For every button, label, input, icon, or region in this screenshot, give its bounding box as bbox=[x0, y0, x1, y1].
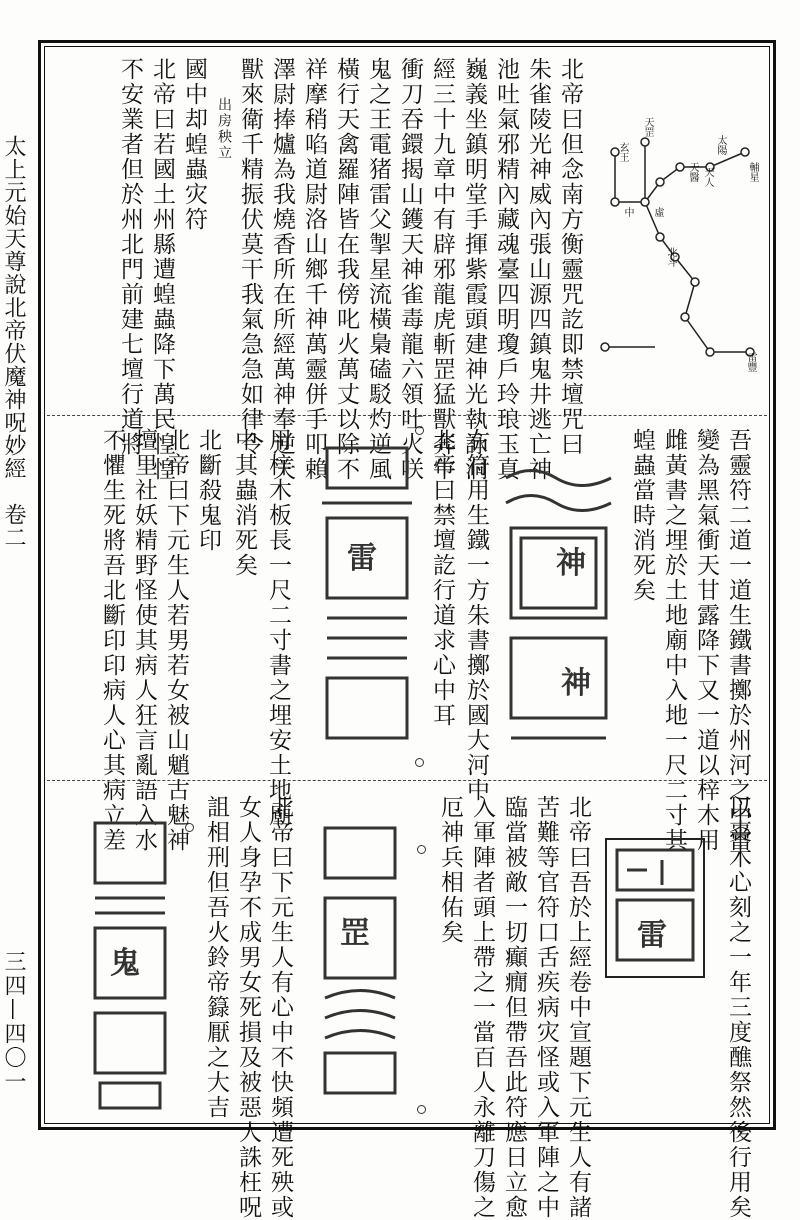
text-column: 女人身孕不成男女死損及被惡人誅枉呪 bbox=[235, 795, 261, 1220]
text-column: 巍義坐鎮明堂手揮紫霞頭建神光執詠洞 bbox=[461, 57, 487, 482]
diagram-label: 天醫 bbox=[687, 162, 698, 182]
circle-mark bbox=[415, 758, 424, 767]
section-3 bbox=[45, 783, 769, 1220]
text-column: 以棗木心刻之一年三度醮祭然後行用矣 bbox=[725, 795, 751, 1220]
text-column: 苦難等官符口舌疾病灾怪或入軍陣之中 bbox=[533, 795, 559, 1220]
text-column: 北帝曰但念南方衡靈咒訖即禁壇咒曰 bbox=[557, 57, 583, 457]
margin-page-number: 三四—四〇一 bbox=[1, 950, 26, 1094]
diagram-label: 中 bbox=[622, 207, 633, 217]
text-column: 鬼之王電猪雷父掣星流橫梟磕駁灼逆風 bbox=[365, 57, 391, 482]
text-column: 詛相刑但吾火鈴帝籙厭之大吉 bbox=[203, 795, 229, 1120]
section-divider bbox=[47, 415, 767, 416]
diagram-label: 天人 bbox=[702, 167, 713, 187]
text-column: 橫行天禽羅陣皆在我傍叱火萬丈以除不 bbox=[333, 57, 359, 482]
talisman-strokes bbox=[607, 840, 703, 976]
circle-mark bbox=[417, 1105, 426, 1114]
text-column: 經三十九章中有辟邪龍虎斬罡猛獸奔牛 bbox=[429, 57, 455, 482]
text-column: 雌黃書之埋於土地廟中入地一尺二寸其 bbox=[661, 428, 687, 853]
text-column: 北帝曰若國土州縣遭蝗蟲降下萬民惶惶 bbox=[149, 57, 175, 482]
text-column: 北帝曰禁壇訖行道求心中耳 bbox=[429, 428, 455, 728]
heading: 國中却蝗蟲灾符 bbox=[181, 57, 207, 232]
text-column: 北帝曰吾於上經卷中宣題下元生人有諸 bbox=[565, 795, 591, 1220]
circle-mark bbox=[417, 845, 426, 854]
talisman-strokes bbox=[317, 438, 417, 758]
section-2 bbox=[45, 418, 769, 853]
text-column: 臨當被敵一切癲癇但帶吾此符應日立愈 bbox=[501, 795, 527, 1220]
text-column: 用梓木板長一尺二寸書之埋安土地廟 bbox=[265, 428, 291, 828]
text-column: 祥摩稍啗道尉洛山鄉千神萬靈併手叩賴 bbox=[301, 57, 327, 482]
text-column: 池吐氣邪精內藏魂臺四明瓊戶玲琅玉真 bbox=[493, 57, 519, 482]
talisman-image bbox=[85, 813, 175, 1113]
talisman-image bbox=[317, 438, 417, 758]
text-column: 澤尉捧爐為我燒香所在所經萬神奉逆天 bbox=[269, 57, 295, 482]
text-column: 右符用生鐵一方朱書擲於國大河中 bbox=[463, 428, 489, 803]
text-column: 北帝曰下元生人有心中不快頻遭死殃或 bbox=[267, 795, 293, 1220]
heading: 北斷殺鬼印 bbox=[195, 428, 221, 553]
text-column: 不安業者但於州北門前建七壇行道將 bbox=[117, 57, 143, 457]
text-column: 中其蟲消死矣 bbox=[231, 428, 257, 578]
text-column: 北帝曰下元生人若男若女被山魈古魅神 bbox=[163, 428, 189, 853]
circle-mark bbox=[185, 823, 194, 832]
talisman-strokes bbox=[315, 818, 405, 1098]
diagram-label: 虛 bbox=[652, 207, 663, 217]
diagram-label: 天罡 bbox=[642, 117, 653, 137]
text-column: 變為黑氣衝天甘露降下又一道以梓木用 bbox=[693, 428, 719, 853]
text-column: 獸來衛千精振伏莫干我氣急急如律令 bbox=[237, 57, 263, 457]
text-column: 壇里社妖精野怪使其病人狂言亂語入水 bbox=[131, 428, 157, 853]
talisman-glyph: 雷 bbox=[347, 541, 377, 576]
text-column: 衝刀吞鐶揭山鑊天神雀毒龍六領吐火咲 bbox=[397, 57, 423, 482]
diagram-label: 雷豐 bbox=[745, 352, 756, 372]
circle-mark bbox=[415, 426, 424, 435]
text-column: 吾靈符二道一道生鐵書擲於州河之中當 bbox=[725, 428, 751, 853]
diagram-label: 太陽 bbox=[715, 135, 726, 155]
text-column-note: 出房秧立 bbox=[216, 97, 232, 161]
page-frame bbox=[38, 40, 776, 1220]
talisman-glyph: 雷 bbox=[637, 918, 667, 953]
diagram-label: 北斗 bbox=[665, 247, 676, 267]
text-column: 朱雀陵光神威內張山源四鎮鬼井逃亡神 bbox=[525, 57, 551, 482]
talisman-image bbox=[605, 838, 705, 978]
talisman-image bbox=[315, 818, 405, 1098]
talisman-glyph: 神 bbox=[561, 666, 591, 701]
margin-title: 太上元始天尊說北帝伏魔神呪妙經 卷二 bbox=[1, 135, 26, 549]
talisman-glyph: 鬼 bbox=[110, 946, 140, 981]
section-1 bbox=[45, 47, 769, 482]
text-column: 厄神兵相佑矣 bbox=[437, 795, 463, 945]
text-column: 蝗蟲當時消死矣 bbox=[629, 428, 655, 603]
talisman-strokes bbox=[501, 458, 616, 758]
talisman-glyph: 神 bbox=[556, 546, 586, 581]
section-divider bbox=[47, 780, 767, 781]
page-frame-inner bbox=[44, 46, 770, 1220]
text-column: 入軍陣者頭上帶之一當百人永離刀傷之 bbox=[469, 795, 495, 1220]
text-column: 不懼生死將吾北斷印印病人心其病立差 bbox=[99, 428, 125, 853]
diagram-label: 玄王 bbox=[617, 142, 628, 162]
talisman-image bbox=[501, 458, 616, 758]
talisman-glyph: 罡 bbox=[340, 916, 370, 951]
diagram-label: 輔星 bbox=[747, 162, 758, 182]
